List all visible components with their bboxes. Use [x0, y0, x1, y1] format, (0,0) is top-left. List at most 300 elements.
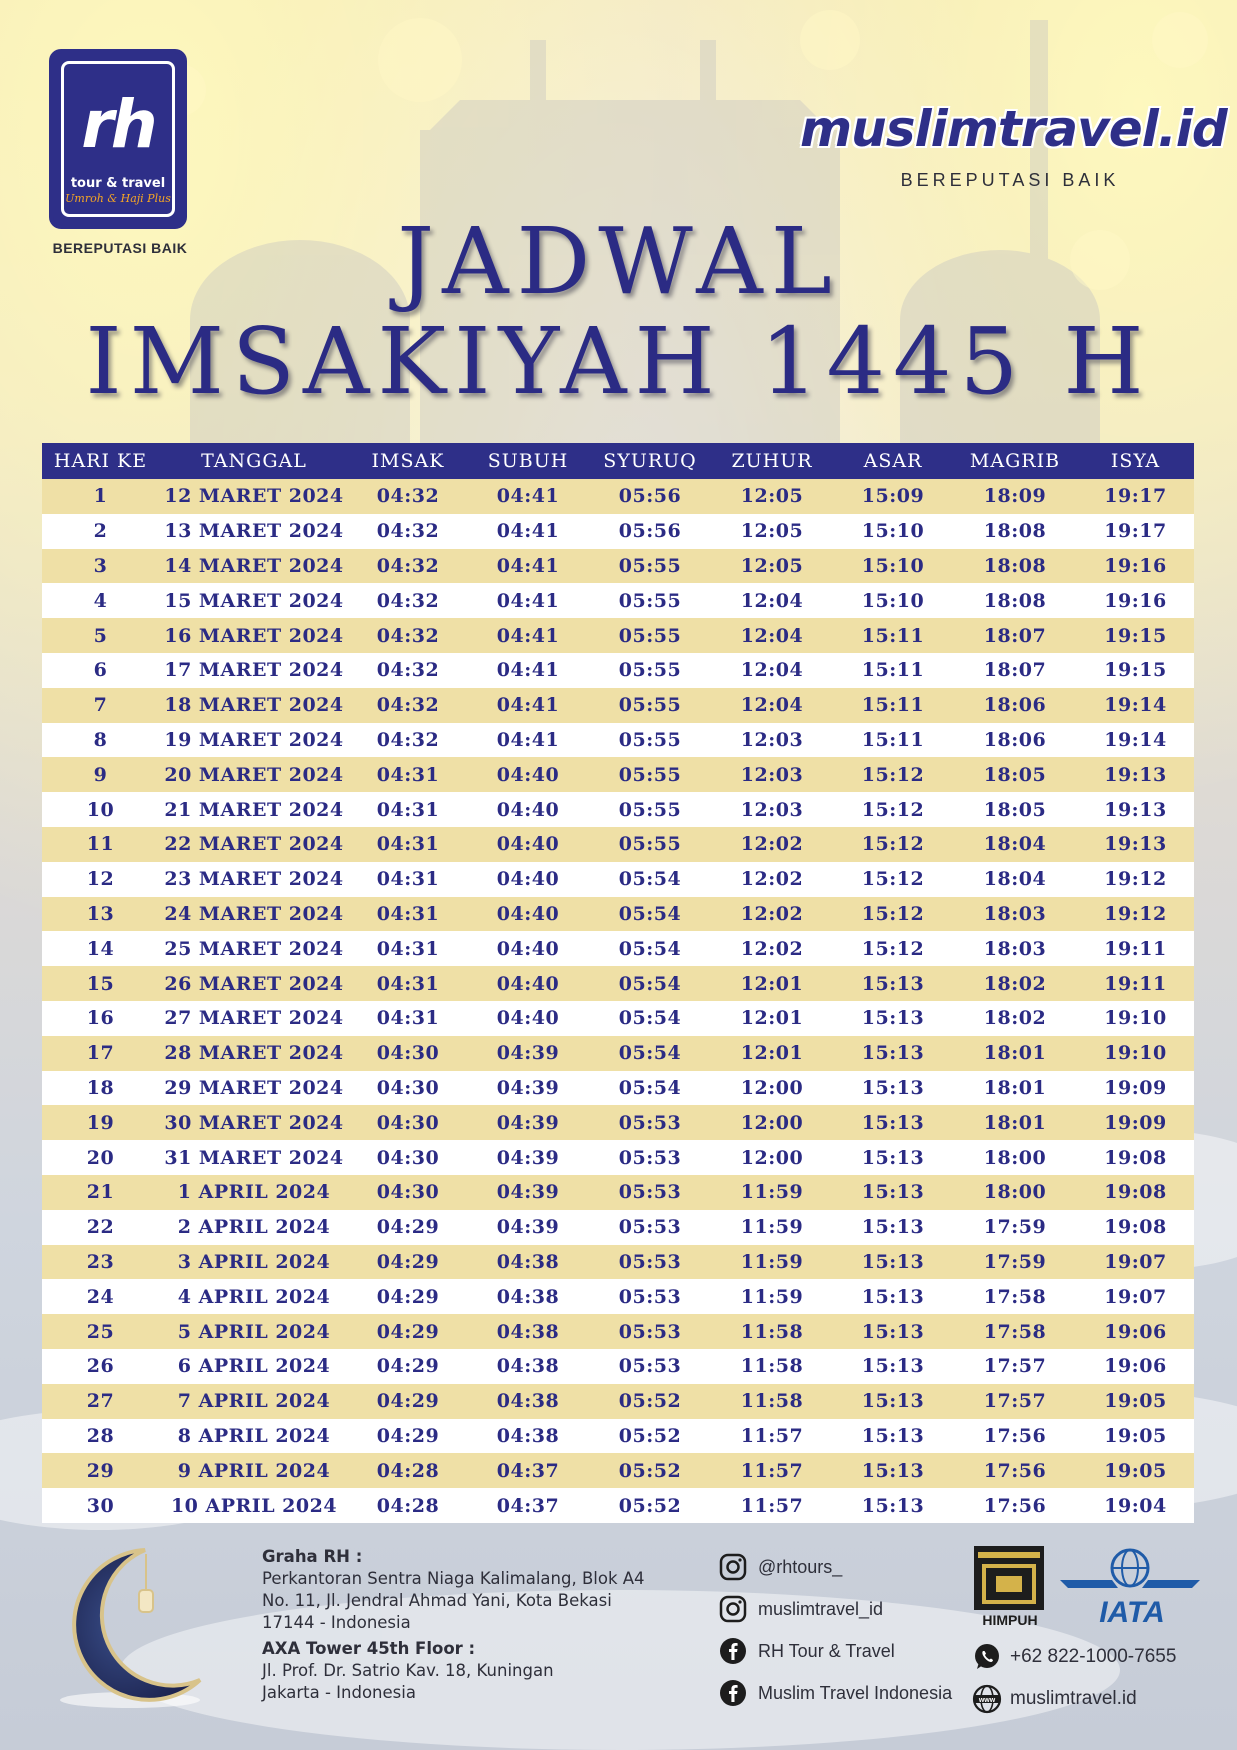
- table-row: [42, 897, 1194, 932]
- table-cell: 05:54: [589, 1071, 711, 1106]
- table-cell: 04:32: [349, 688, 467, 723]
- column-header: HARI KE: [42, 443, 159, 479]
- table-cell: 19:05: [1077, 1453, 1194, 1488]
- column-header: IMSAK: [349, 443, 467, 479]
- table-cell: 8 APRIL 2024: [159, 1419, 349, 1454]
- table-cell: 18:03: [953, 931, 1077, 966]
- table-cell: 04:31: [349, 757, 467, 792]
- table-cell: 18:06: [953, 688, 1077, 723]
- table-cell: 04:40: [467, 827, 589, 862]
- table-cell: 9 APRIL 2024: [159, 1453, 349, 1488]
- table-cell: 25 MARET 2024: [159, 931, 349, 966]
- table-cell: 15:13: [833, 1279, 953, 1314]
- table-cell: 04:38: [467, 1279, 589, 1314]
- table-cell: 15:12: [833, 757, 953, 792]
- table-cell: 17:58: [953, 1314, 1077, 1349]
- table-cell: 19:17: [1077, 479, 1194, 514]
- table-cell: 11:59: [711, 1210, 833, 1245]
- table-cell: 12:05: [711, 514, 833, 549]
- table-row: [42, 1453, 1194, 1488]
- table-cell: 29: [42, 1453, 159, 1488]
- table-cell: 05:54: [589, 862, 711, 897]
- table-cell: 17 MARET 2024: [159, 653, 349, 688]
- table-cell: 18:00: [953, 1175, 1077, 1210]
- table-cell: 19:16: [1077, 549, 1194, 584]
- website-url: muslimtravel.id: [1010, 1688, 1137, 1709]
- table-cell: 17:58: [953, 1279, 1077, 1314]
- table-cell: 15:13: [833, 1453, 953, 1488]
- table-cell: 12:02: [711, 897, 833, 932]
- table-cell: 19:17: [1077, 514, 1194, 549]
- table-cell: 04:28: [349, 1453, 467, 1488]
- table-cell: 19:12: [1077, 862, 1194, 897]
- table-cell: 05:55: [589, 688, 711, 723]
- logo-subtitle: tour & travel: [70, 176, 166, 191]
- logo-subtitle-2: Umroh & Haji Plus: [65, 192, 171, 205]
- table-cell: 04:31: [349, 897, 467, 932]
- table-cell: 04:39: [467, 1105, 589, 1140]
- table-cell: 18:06: [953, 723, 1077, 758]
- table-cell: 15:12: [833, 897, 953, 932]
- table-cell: 04:37: [467, 1488, 589, 1523]
- table-cell: 12:02: [711, 862, 833, 897]
- column-header: SYURUQ: [589, 443, 711, 479]
- table-cell: 04:39: [467, 1140, 589, 1175]
- table-cell: 19:11: [1077, 966, 1194, 1001]
- table-row: [42, 1071, 1194, 1106]
- table-cell: 04:40: [467, 862, 589, 897]
- social-facebook-muslimtravel[interactable]: [718, 1672, 978, 1714]
- table-cell: 05:53: [589, 1314, 711, 1349]
- table-cell: 17:56: [953, 1488, 1077, 1523]
- table-cell: 18:05: [953, 757, 1077, 792]
- table-row: [42, 966, 1194, 1001]
- table-body: [42, 479, 1194, 1523]
- table-cell: 18 MARET 2024: [159, 688, 349, 723]
- table-row: [42, 827, 1194, 862]
- table-cell: 05:56: [589, 514, 711, 549]
- table-row: [42, 583, 1194, 618]
- table-cell: 19:11: [1077, 931, 1194, 966]
- table-cell: 18:04: [953, 862, 1077, 897]
- table-cell: 04:29: [349, 1210, 467, 1245]
- column-header: ISYA: [1077, 443, 1194, 479]
- social-label: Muslim Travel Indonesia: [758, 1682, 953, 1703]
- iata-label: IATA: [1099, 1596, 1165, 1629]
- imsakiyah-schedule-table: [42, 443, 1194, 1523]
- table-cell: 15:12: [833, 792, 953, 827]
- table-cell: 19:15: [1077, 653, 1194, 688]
- table-cell: 27: [42, 1384, 159, 1419]
- table-cell: 05:52: [589, 1488, 711, 1523]
- table-cell: 19:08: [1077, 1140, 1194, 1175]
- table-cell: 23: [42, 1245, 159, 1280]
- table-cell: 12:04: [711, 618, 833, 653]
- table-cell: 17: [42, 1036, 159, 1071]
- table-cell: 12:00: [711, 1105, 833, 1140]
- table-cell: 04:40: [467, 792, 589, 827]
- table-cell: 05:55: [589, 653, 711, 688]
- phone-contact[interactable]: [972, 1636, 1212, 1678]
- table-cell: 04:41: [467, 653, 589, 688]
- table-row: [42, 1314, 1194, 1349]
- table-cell: 05:55: [589, 549, 711, 584]
- table-cell: 24: [42, 1279, 159, 1314]
- table-cell: 18:01: [953, 1036, 1077, 1071]
- table-cell: 6 APRIL 2024: [159, 1349, 349, 1384]
- table-cell: 15:10: [833, 514, 953, 549]
- table-cell: 19:10: [1077, 1001, 1194, 1036]
- table-cell: 05:53: [589, 1105, 711, 1140]
- table-cell: 18:03: [953, 897, 1077, 932]
- table-cell: 15:13: [833, 1384, 953, 1419]
- table-cell: 15:13: [833, 1036, 953, 1071]
- table-cell: 04:32: [349, 653, 467, 688]
- table-cell: 19:12: [1077, 897, 1194, 932]
- table-cell: 04:38: [467, 1349, 589, 1384]
- rh-tour-travel-logo: [49, 49, 187, 229]
- brand-tagline: BEREPUTASI BAIK: [900, 170, 1120, 190]
- iata-globe-icon: [1060, 1546, 1200, 1602]
- table-cell: 04:40: [467, 1001, 589, 1036]
- table-cell: 04:39: [467, 1210, 589, 1245]
- table-cell: 15:12: [833, 862, 953, 897]
- table-cell: 12:01: [711, 966, 833, 1001]
- table-cell: 04:31: [349, 1001, 467, 1036]
- table-row: [42, 1279, 1194, 1314]
- table-cell: 05:55: [589, 757, 711, 792]
- table-cell: 15:13: [833, 1245, 953, 1280]
- table-cell: 10: [42, 792, 159, 827]
- table-cell: 18:01: [953, 1105, 1077, 1140]
- table-cell: 15:13: [833, 1419, 953, 1454]
- table-cell: 15:12: [833, 827, 953, 862]
- table-cell: 04:31: [349, 966, 467, 1001]
- table-row: [42, 1140, 1194, 1175]
- table-cell: 15:11: [833, 653, 953, 688]
- table-cell: 12:04: [711, 688, 833, 723]
- instagram-icon: [718, 1552, 748, 1582]
- table-cell: 19:05: [1077, 1384, 1194, 1419]
- table-cell: 15:13: [833, 1175, 953, 1210]
- table-cell: 12:03: [711, 757, 833, 792]
- table-cell: 31 MARET 2024: [159, 1140, 349, 1175]
- phone-number: +62 822-1000-7655: [1010, 1646, 1177, 1667]
- table-cell: 9: [42, 757, 159, 792]
- office-addresses: [262, 1546, 682, 1704]
- table-cell: 15:11: [833, 723, 953, 758]
- facebook-icon: [718, 1636, 748, 1666]
- office-1-line: Perkantoran Sentra Niaga Kalimalang, Blok A4: [262, 1569, 645, 1588]
- table-cell: 4 APRIL 2024: [159, 1279, 349, 1314]
- table-row: [42, 1036, 1194, 1071]
- table-cell: 04:30: [349, 1036, 467, 1071]
- table-cell: 04:39: [467, 1071, 589, 1106]
- table-cell: 04:40: [467, 966, 589, 1001]
- table-cell: 04:31: [349, 792, 467, 827]
- table-cell: 15:12: [833, 931, 953, 966]
- table-cell: 11:57: [711, 1453, 833, 1488]
- table-cell: 19:06: [1077, 1349, 1194, 1384]
- table-cell: 29 MARET 2024: [159, 1071, 349, 1106]
- table-cell: 1: [42, 479, 159, 514]
- table-cell: 04:41: [467, 723, 589, 758]
- table-cell: 12:04: [711, 583, 833, 618]
- table-cell: 05:53: [589, 1140, 711, 1175]
- table-cell: 11: [42, 827, 159, 862]
- table-cell: 22: [42, 1210, 159, 1245]
- table-row: [42, 1105, 1194, 1140]
- table-cell: 04:29: [349, 1279, 467, 1314]
- table-cell: 25: [42, 1314, 159, 1349]
- table-cell: 14 MARET 2024: [159, 549, 349, 584]
- table-cell: 05:55: [589, 792, 711, 827]
- social-instagram-rhtours[interactable]: [718, 1546, 978, 1588]
- table-header-row: [42, 443, 1194, 479]
- office-1-line: No. 11, Jl. Jendral Ahmad Yani, Kota Bekasi: [262, 1591, 612, 1610]
- table-cell: 04:29: [349, 1384, 467, 1419]
- table-row: [42, 931, 1194, 966]
- table-cell: 04:37: [467, 1453, 589, 1488]
- table-row: [42, 1245, 1194, 1280]
- table-row: [42, 688, 1194, 723]
- table-cell: 11:59: [711, 1279, 833, 1314]
- table-cell: 19:14: [1077, 688, 1194, 723]
- table-cell: 21 MARET 2024: [159, 792, 349, 827]
- table-cell: 7: [42, 688, 159, 723]
- table-cell: 18:05: [953, 792, 1077, 827]
- column-header: ASAR: [833, 443, 953, 479]
- table-cell: 24 MARET 2024: [159, 897, 349, 932]
- table-cell: 19:14: [1077, 723, 1194, 758]
- table-cell: 17:56: [953, 1419, 1077, 1454]
- table-cell: 05:53: [589, 1279, 711, 1314]
- table-cell: 26 MARET 2024: [159, 966, 349, 1001]
- table-cell: 04:31: [349, 827, 467, 862]
- table-cell: 04:41: [467, 549, 589, 584]
- table-cell: 05:55: [589, 583, 711, 618]
- table-cell: 05:54: [589, 931, 711, 966]
- table-cell: 12:03: [711, 723, 833, 758]
- table-cell: 12:01: [711, 1001, 833, 1036]
- column-header: MAGRIB: [953, 443, 1077, 479]
- table-cell: 18:04: [953, 827, 1077, 862]
- table-cell: 15:13: [833, 1071, 953, 1106]
- brand-wordmark: muslimtravel.id: [800, 100, 1227, 158]
- table-row: [42, 723, 1194, 758]
- table-cell: 05:54: [589, 897, 711, 932]
- table-cell: 19:07: [1077, 1279, 1194, 1314]
- table-cell: 04:40: [467, 757, 589, 792]
- table-cell: 19:16: [1077, 583, 1194, 618]
- title-line-2: IMSAKIYAH 1445 H: [85, 308, 1152, 415]
- table-cell: 21: [42, 1175, 159, 1210]
- table-cell: 1 APRIL 2024: [159, 1175, 349, 1210]
- table-cell: 05:54: [589, 1036, 711, 1071]
- table-cell: 04:41: [467, 688, 589, 723]
- social-label: @rhtours_: [758, 1556, 843, 1577]
- table-cell: 19:13: [1077, 757, 1194, 792]
- table-cell: 20 MARET 2024: [159, 757, 349, 792]
- table-row: [42, 1488, 1194, 1523]
- table-cell: 05:56: [589, 479, 711, 514]
- table-cell: 04:30: [349, 1175, 467, 1210]
- table-row: [42, 618, 1194, 653]
- table-cell: 5: [42, 618, 159, 653]
- schedule-table-container: [42, 443, 1194, 1523]
- table-cell: 04:41: [467, 583, 589, 618]
- table-cell: 18:01: [953, 1071, 1077, 1106]
- table-cell: 04:38: [467, 1245, 589, 1280]
- table-cell: 17:59: [953, 1210, 1077, 1245]
- table-cell: 18: [42, 1071, 159, 1106]
- table-cell: 15:10: [833, 549, 953, 584]
- table-cell: 17:56: [953, 1453, 1077, 1488]
- table-cell: 12:05: [711, 479, 833, 514]
- table-cell: 11:59: [711, 1175, 833, 1210]
- table-cell: 11:58: [711, 1314, 833, 1349]
- table-cell: 26: [42, 1349, 159, 1384]
- table-cell: 15:09: [833, 479, 953, 514]
- table-row: [42, 1175, 1194, 1210]
- table-cell: 14: [42, 931, 159, 966]
- table-cell: 19:10: [1077, 1036, 1194, 1071]
- table-row: [42, 1349, 1194, 1384]
- logo-mark: rh: [81, 86, 155, 163]
- table-cell: 12:02: [711, 827, 833, 862]
- table-cell: 04:31: [349, 931, 467, 966]
- table-cell: 15: [42, 966, 159, 1001]
- table-cell: 05:53: [589, 1210, 711, 1245]
- table-cell: 05:55: [589, 618, 711, 653]
- table-cell: 7 APRIL 2024: [159, 1384, 349, 1419]
- table-row: [42, 862, 1194, 897]
- table-cell: 19:04: [1077, 1488, 1194, 1523]
- table-row: [42, 1001, 1194, 1036]
- table-cell: 19:08: [1077, 1210, 1194, 1245]
- title-line-1: JADWAL: [397, 208, 840, 315]
- table-cell: 15:13: [833, 1105, 953, 1140]
- table-cell: 15:11: [833, 688, 953, 723]
- table-cell: 10 APRIL 2024: [159, 1488, 349, 1523]
- table-cell: 2 APRIL 2024: [159, 1210, 349, 1245]
- table-cell: 5 APRIL 2024: [159, 1314, 349, 1349]
- table-cell: 19:08: [1077, 1175, 1194, 1210]
- table-cell: 04:41: [467, 479, 589, 514]
- table-cell: 04:32: [349, 479, 467, 514]
- himpuh-logo: [974, 1546, 1044, 1610]
- table-cell: 6: [42, 653, 159, 688]
- table-cell: 04:29: [349, 1349, 467, 1384]
- table-row: [42, 1210, 1194, 1245]
- table-cell: 17:57: [953, 1349, 1077, 1384]
- facebook-icon: [718, 1678, 748, 1708]
- website-contact[interactable]: [972, 1678, 1212, 1720]
- table-cell: 28: [42, 1419, 159, 1454]
- table-cell: 19:09: [1077, 1105, 1194, 1140]
- table-cell: 11:57: [711, 1488, 833, 1523]
- social-instagram-muslimtravel[interactable]: [718, 1588, 978, 1630]
- table-cell: 15:11: [833, 618, 953, 653]
- table-cell: 05:54: [589, 1001, 711, 1036]
- table-cell: 18:09: [953, 479, 1077, 514]
- table-row: [42, 514, 1194, 549]
- table-cell: 05:52: [589, 1419, 711, 1454]
- table-cell: 19:13: [1077, 827, 1194, 862]
- table-cell: 04:38: [467, 1419, 589, 1454]
- table-cell: 30 MARET 2024: [159, 1105, 349, 1140]
- office-1-title: Graha RH :: [262, 1547, 363, 1566]
- table-cell: 05:54: [589, 966, 711, 1001]
- table-cell: 22 MARET 2024: [159, 827, 349, 862]
- table-cell: 04:30: [349, 1105, 467, 1140]
- table-cell: 17:57: [953, 1384, 1077, 1419]
- table-cell: 8: [42, 723, 159, 758]
- table-cell: 11:57: [711, 1419, 833, 1454]
- whatsapp-icon: [972, 1642, 1002, 1672]
- table-cell: 18:07: [953, 653, 1077, 688]
- table-cell: 04:38: [467, 1314, 589, 1349]
- table-cell: 04:30: [349, 1071, 467, 1106]
- table-cell: 18:02: [953, 1001, 1077, 1036]
- table-cell: 04:30: [349, 1140, 467, 1175]
- table-cell: 04:40: [467, 897, 589, 932]
- table-cell: 19:09: [1077, 1071, 1194, 1106]
- table-cell: 23 MARET 2024: [159, 862, 349, 897]
- table-cell: 19:15: [1077, 618, 1194, 653]
- table-cell: 15:13: [833, 1349, 953, 1384]
- table-cell: 12:03: [711, 792, 833, 827]
- table-cell: 04:32: [349, 549, 467, 584]
- contact-info: [972, 1636, 1212, 1720]
- logo-tagline: BEREPUTASI BAIK: [52, 240, 188, 256]
- table-cell: 05:53: [589, 1245, 711, 1280]
- table-cell: 18:02: [953, 966, 1077, 1001]
- social-facebook-rh[interactable]: [718, 1630, 978, 1672]
- table-cell: 05:53: [589, 1349, 711, 1384]
- table-cell: 19:05: [1077, 1419, 1194, 1454]
- table-cell: 04:29: [349, 1245, 467, 1280]
- social-media-list: [718, 1546, 978, 1714]
- table-row: [42, 479, 1194, 514]
- table-cell: 19: [42, 1105, 159, 1140]
- table-cell: 04:32: [349, 583, 467, 618]
- office-1-line: 17144 - Indonesia: [262, 1613, 411, 1632]
- table-cell: 3: [42, 549, 159, 584]
- table-cell: 04:29: [349, 1314, 467, 1349]
- table-cell: 2: [42, 514, 159, 549]
- table-cell: 05:55: [589, 723, 711, 758]
- table-cell: 20: [42, 1140, 159, 1175]
- globe-www-icon: [972, 1684, 1002, 1714]
- table-cell: 12:04: [711, 653, 833, 688]
- table-cell: 15:13: [833, 1314, 953, 1349]
- table-cell: 04:28: [349, 1488, 467, 1523]
- svg-text:www: www: [978, 1696, 996, 1704]
- table-cell: 05:52: [589, 1384, 711, 1419]
- table-cell: 12:05: [711, 549, 833, 584]
- table-row: [42, 1384, 1194, 1419]
- table-cell: 04:40: [467, 931, 589, 966]
- table-cell: 19:07: [1077, 1245, 1194, 1280]
- table-cell: 19:13: [1077, 792, 1194, 827]
- himpuh-label: HIMPUH: [982, 1612, 1038, 1628]
- table-cell: 05:55: [589, 827, 711, 862]
- table-cell: 15:13: [833, 1001, 953, 1036]
- social-label: RH Tour & Travel: [758, 1640, 895, 1661]
- column-header: SUBUH: [467, 443, 589, 479]
- table-cell: 16 MARET 2024: [159, 618, 349, 653]
